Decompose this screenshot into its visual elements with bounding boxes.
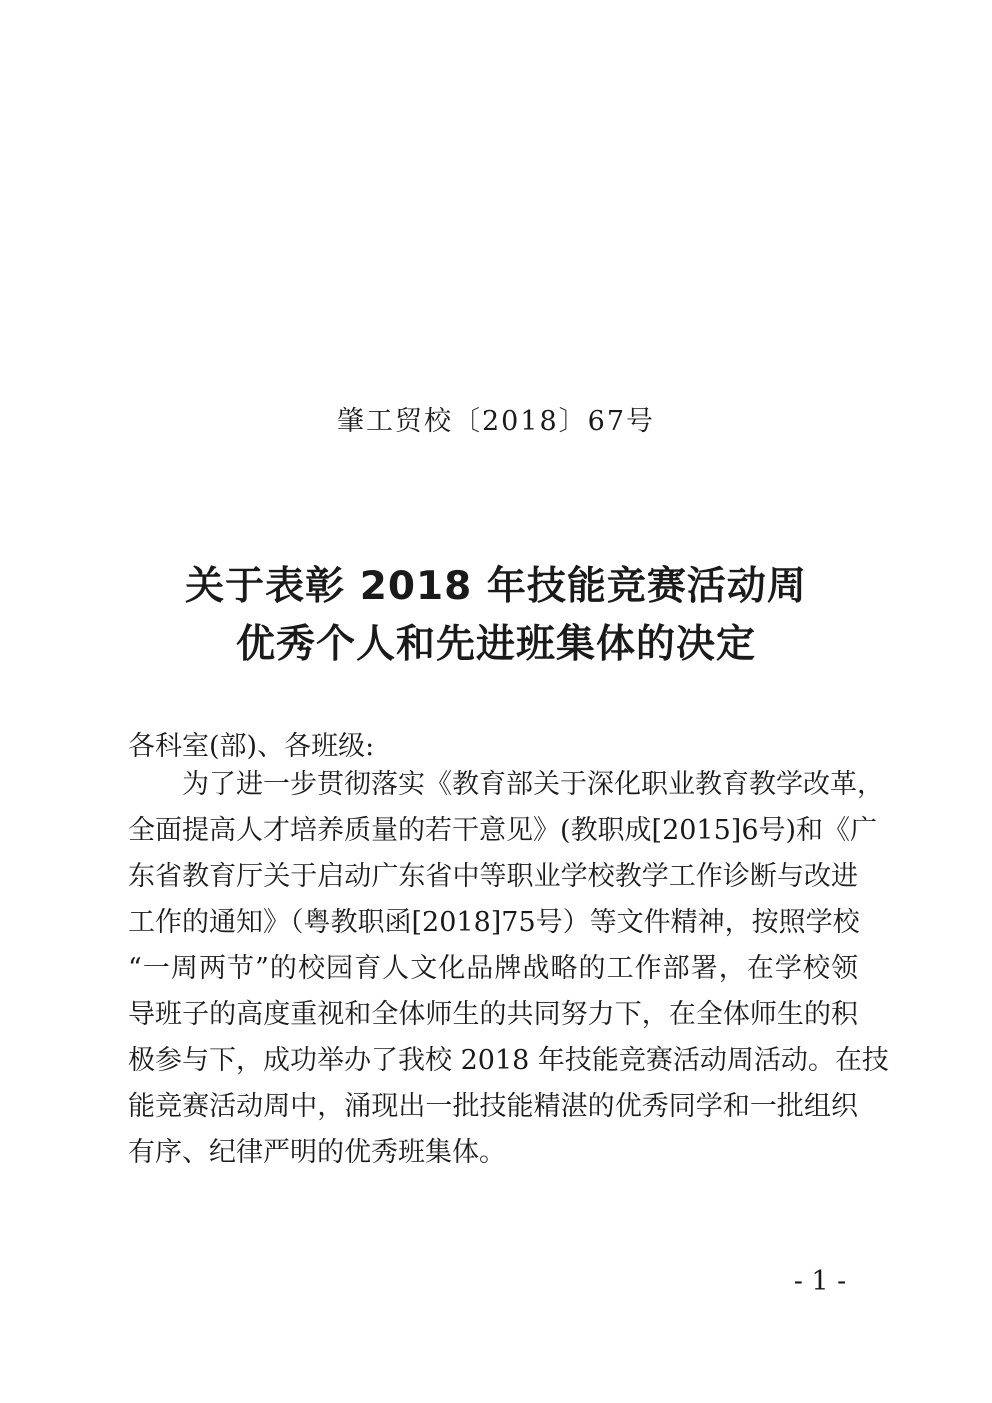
body-line: 极参与下，成功举办了我校 2018 年技能竞赛活动周活动。在技 (128, 1045, 889, 1076)
body-line: 能竞赛活动周中，涌现出一批技能精湛的优秀同学和一批组织 (128, 1091, 858, 1122)
document-title (0, 558, 992, 674)
body-line: 全面提高人才培养质量的若干意见》(教职成[2015]6号)和《广 (128, 815, 878, 846)
body-line: 导班子的高度重视和全体师生的共同努力下，在全体师生的积 (128, 999, 858, 1030)
page-number: - 1 - (793, 1266, 847, 1297)
salutation: 各科室(部)、各班级: (128, 731, 375, 762)
body-line: 有序、纪律严明的优秀班集体。 (128, 1137, 506, 1168)
title-line-2: 优秀个人和先进班集体的决定 (235, 622, 756, 667)
body-paragraph (128, 768, 889, 1182)
document-number: 肇工贸校〔2018〕67号 (336, 406, 656, 437)
title-line-1: 关于表彰 2018 年技能竞赛活动周 (185, 564, 807, 609)
body-line: 工作的通知》（粤教职函[2018]75号）等文件精神，按照学校 (128, 907, 860, 938)
body-line: 东省教育厅关于启动广东省中等职业学校教学工作诊断与改进 (128, 861, 858, 892)
body-line: 为了进一步贯彻落实《教育部关于深化职业教育教学改革， (182, 769, 884, 800)
body-line: “一周两节”的校园育人文化品牌战略的工作部署，在学校领 (128, 953, 858, 984)
